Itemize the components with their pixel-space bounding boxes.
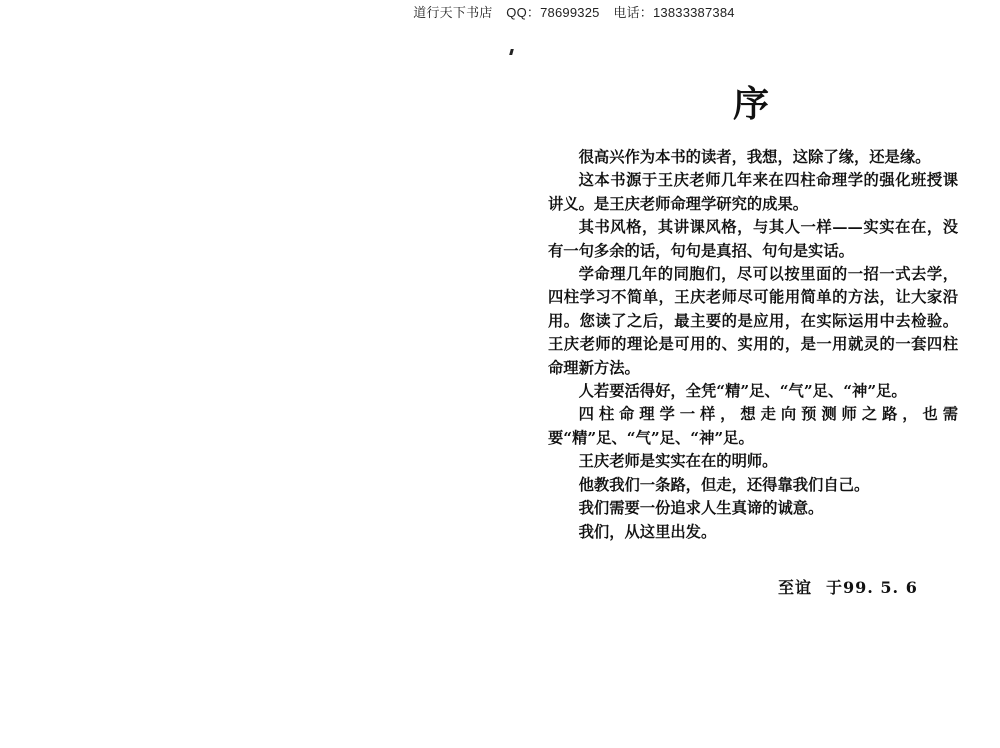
shop-name: 道行天下书店	[413, 5, 493, 20]
paragraph: 这本书源于王庆老师几年来在四柱命理学的强化班授课讲义。是王庆老师命理学研究的成果。	[548, 171, 958, 213]
paragraph: 学命理几年的同胞们，尽可以按里面的一招一式去学，四柱学习不简单，王庆老师尽可能用简单的方法，让大家沿用。您读了之后，最主要的是应用，在实际运用中去检验。王庆老师的理论是可用的、实用的，是一用就灵的一套四柱命理新方法。	[548, 265, 958, 377]
signature-author: 至谊	[778, 578, 813, 597]
signature	[778, 575, 918, 598]
paragraph: 王庆老师是实实在在的明师。	[578, 452, 778, 471]
paragraph: 我们需要一份追求人生真谛的诚意。	[578, 499, 824, 518]
page-title: 序	[733, 83, 770, 125]
paragraph: 我们，从这里出发。	[578, 522, 717, 541]
paragraph: 人若要活得好，全凭“精”足、“气”足、“神”足。	[578, 382, 907, 401]
watermark-header	[0, 2, 1000, 21]
qq-number: QQ：78699325	[506, 5, 600, 20]
phone-number: 电话：13833387384	[613, 5, 735, 20]
paragraph: 很高兴作为本书的读者，我想，这除了缘，还是缘。	[578, 148, 931, 166]
scan-speck	[509, 49, 514, 55]
paragraph: 四柱命理学一样，想走向预测师之路，也需要“精”足、“气”足、“神”足。	[548, 405, 958, 447]
preface-body	[548, 146, 958, 544]
paragraph: 他教我们一条路，但走，还得靠我们自己。	[578, 475, 870, 494]
paragraph: 其书风格，其讲课风格，与其人一样——实实在在，没有一句多余的话，句句是真招、句句是实话。	[548, 218, 958, 260]
signature-date: 于99. 5. 6	[826, 578, 918, 597]
